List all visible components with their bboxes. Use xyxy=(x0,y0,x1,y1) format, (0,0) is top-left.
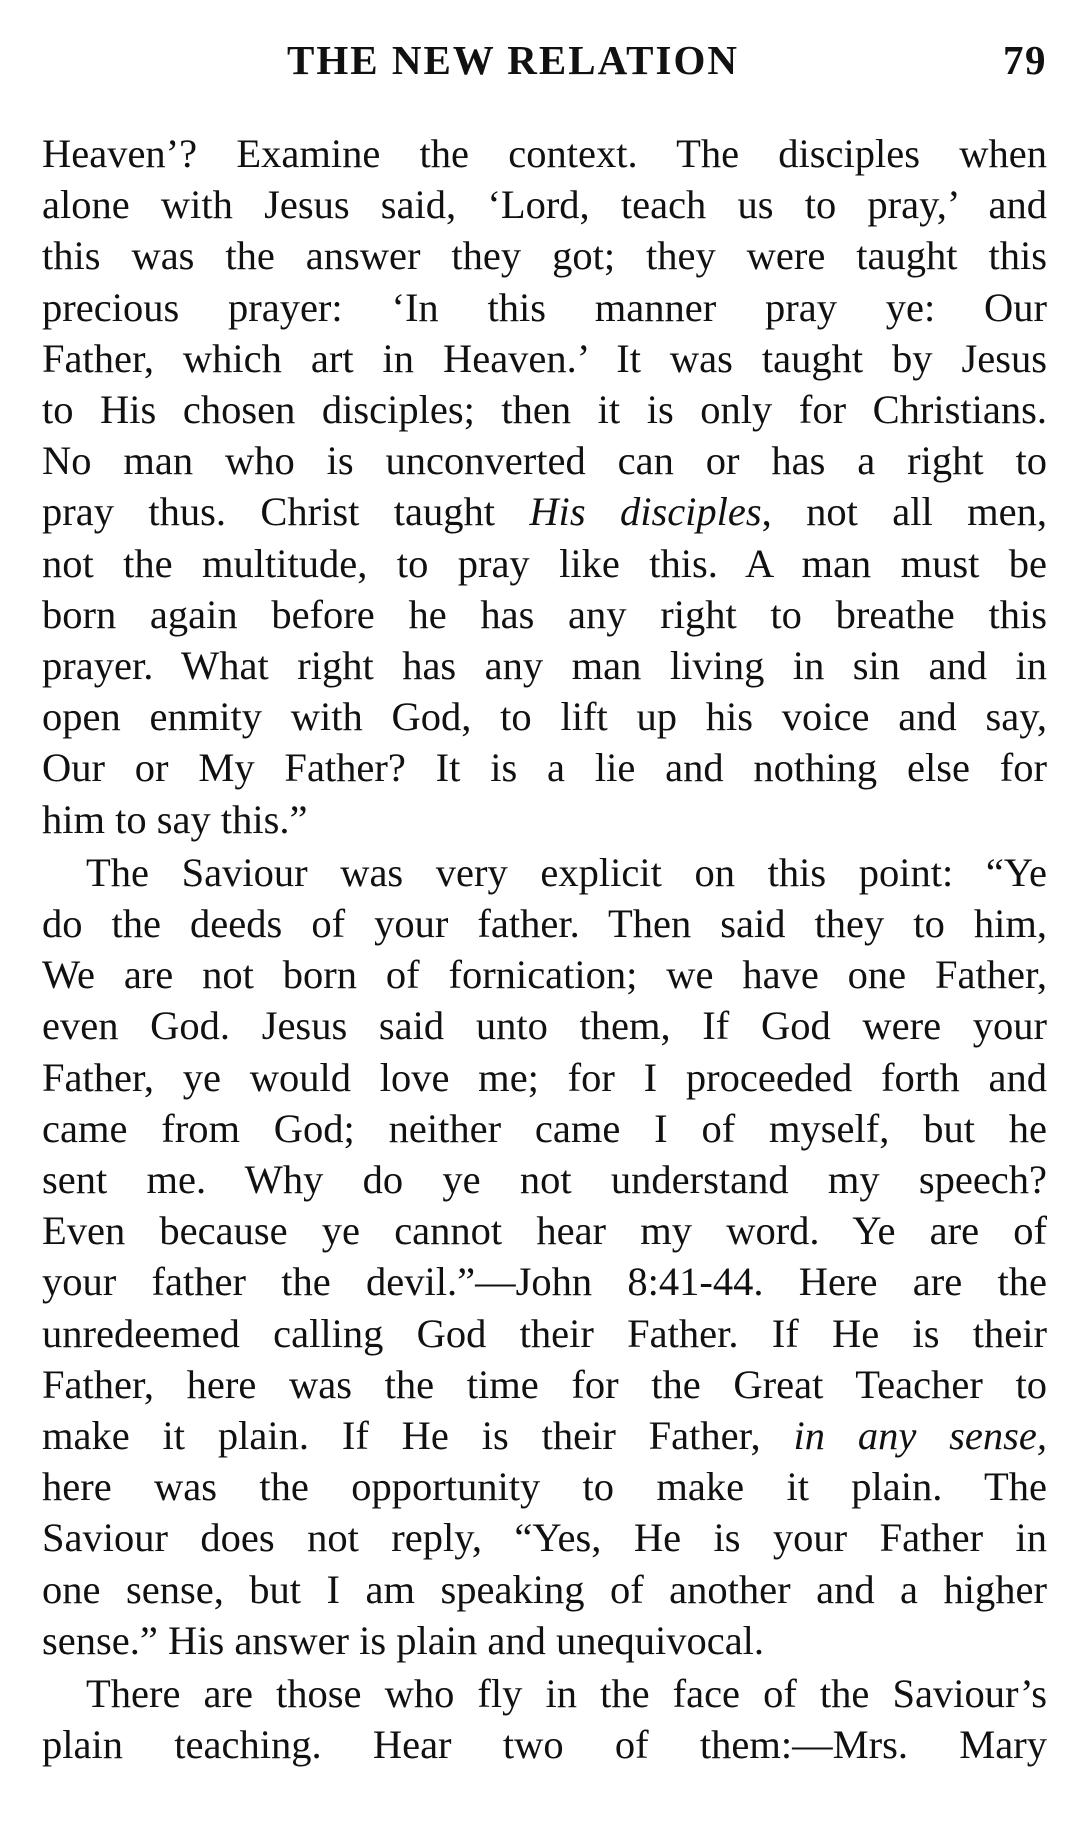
text-line: Even because ye cannot hear my word. Ye are of xyxy=(42,1208,1047,1254)
text-line: plain teaching. Hear two of them:—Mrs. Mary xyxy=(42,1722,1047,1768)
text-line: came from God; neither came I of myself, but he xyxy=(42,1105,1047,1151)
text-line: sense.” His answer is plain and unequivocal. xyxy=(42,1617,765,1663)
text-line: We are not born of fornication; we have one Father, xyxy=(42,952,1047,998)
text-line: open enmity with God, to lift up his voice and say, xyxy=(42,694,1047,740)
book-page xyxy=(42,30,1047,1771)
paragraph xyxy=(42,1668,1047,1770)
body-text xyxy=(42,128,1047,1771)
text-line: one sense, but I am speaking of another and a higher xyxy=(42,1566,1047,1612)
page-number: 79 xyxy=(1003,37,1047,83)
text-line: Father, which art in Heaven.’ It was taught by Jesus xyxy=(42,335,1047,381)
running-head xyxy=(42,30,1047,88)
text-line: your father the devil.”—John 8:41-44. Here are the xyxy=(42,1259,1047,1305)
text-line: him to say this.” xyxy=(42,796,308,842)
text-run: make it plain. If He is their Father, xyxy=(42,1413,794,1459)
text-line: this was the answer they got; they were taught this xyxy=(42,233,1047,279)
text-line: Father, here was the time for the Great Teacher to xyxy=(42,1361,1047,1407)
text-line: not the multitude, to pray like this. A man must be xyxy=(42,540,1047,586)
text-line xyxy=(42,486,1047,537)
paragraph xyxy=(42,128,1047,845)
text-line xyxy=(42,1410,1047,1461)
text-line: Father, ye would love me; for I proceeded forth and xyxy=(42,1054,1047,1100)
italic-emphasis: His disciples xyxy=(529,489,762,535)
italic-emphasis: in any sense, xyxy=(793,1413,1048,1459)
paragraph xyxy=(42,847,1047,1666)
text-run: pray thus. Christ taught xyxy=(42,489,530,535)
text-line: prayer. What right has any man living in sin and in xyxy=(42,643,1047,689)
text-line: even God. Jesus said unto them, If God were your xyxy=(42,1003,1047,1049)
text-run: , not all men, xyxy=(761,489,1047,535)
text-line: The Saviour was very explicit on this point: “Ye xyxy=(86,849,1047,895)
text-line: to His chosen disciples; then it is only for Christians. xyxy=(42,387,1047,433)
text-line: unredeemed calling God their Father. If He is their xyxy=(42,1310,1047,1356)
text-line: born again before he has any right to breathe this xyxy=(42,591,1047,637)
text-line: here was the opportunity to make it plain. The xyxy=(42,1464,1047,1510)
text-line: sent me. Why do ye not understand my speech? xyxy=(42,1157,1047,1203)
text-line: There are those who fly in the face of the Saviour’s xyxy=(86,1671,1047,1717)
text-line: Heaven’? Examine the context. The disciples when xyxy=(42,131,1047,176)
text-line: No man who is unconverted can or has a right to xyxy=(42,438,1047,484)
running-title: THE NEW RELATION xyxy=(287,37,739,83)
text-line: Saviour does not reply, “Yes, He is your Father in xyxy=(42,1515,1047,1561)
text-line: precious prayer: ‘In this manner pray ye: Our xyxy=(42,284,1047,330)
text-line: Our or My Father? It is a lie and nothing else for xyxy=(42,745,1047,791)
text-line: alone with Jesus said, ‘Lord, teach us to pray,’ and xyxy=(42,182,1047,228)
text-line: do the deeds of your father. Then said they to him, xyxy=(42,901,1047,947)
